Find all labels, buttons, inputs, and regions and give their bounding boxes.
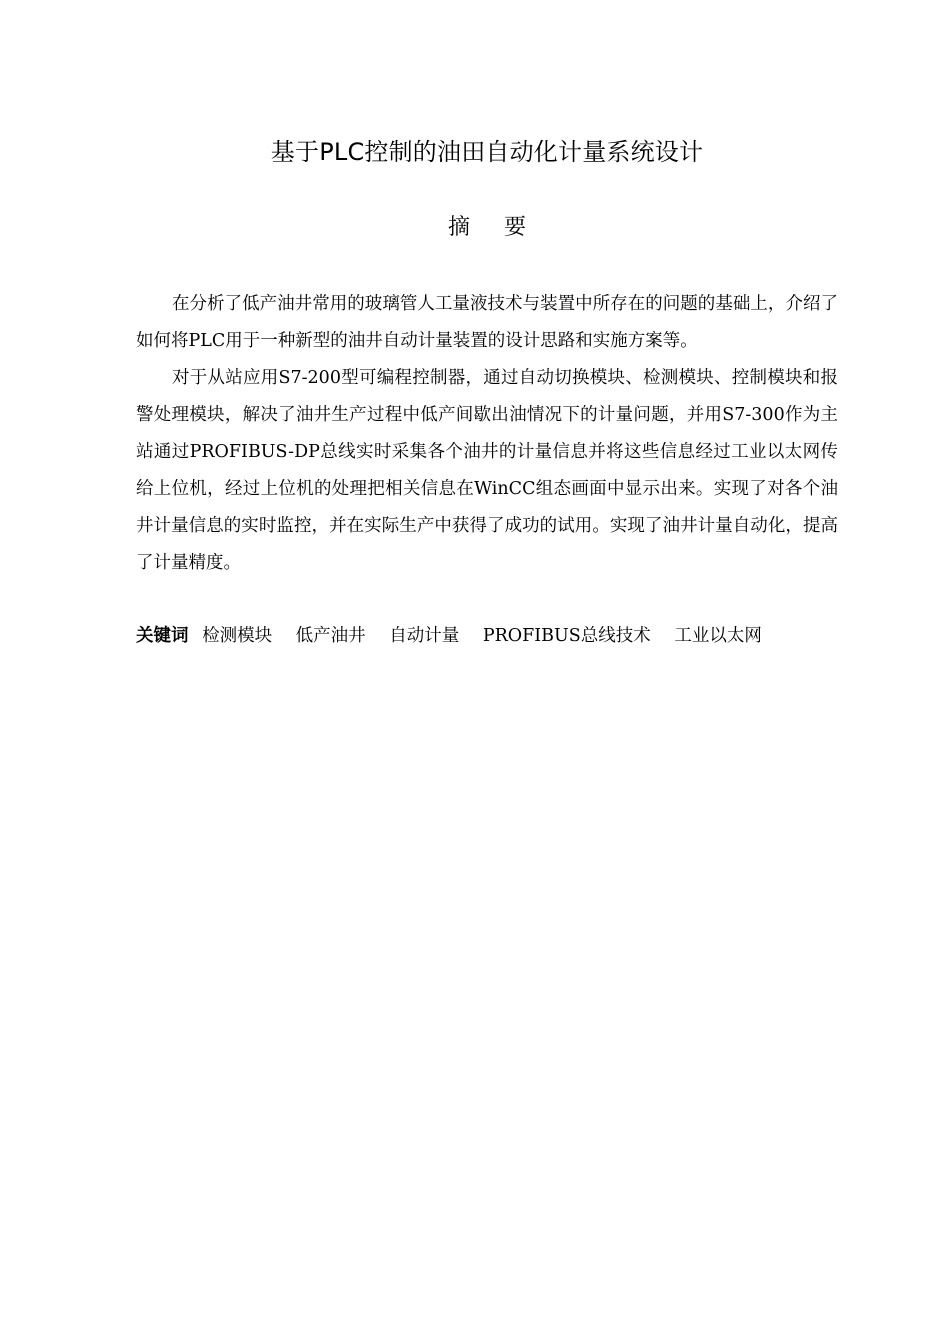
- abstract-body: [136, 286, 838, 582]
- keyword-item: 低产油井: [295, 626, 366, 646]
- keyword-item: PROFIBUS总线技术: [482, 626, 651, 646]
- abstract-heading: 摘要: [447, 215, 560, 240]
- keyword-item: 检测模块: [202, 626, 273, 646]
- keyword-item: 自动计量: [389, 626, 460, 646]
- keywords-label: 关键词: [136, 626, 189, 646]
- abstract-paragraph-1: 在分析了低产油井常用的玻璃管人工量液技术与装置中所存在的问题的基础上，介绍了如何将PLC用于一种新型的油井自动计量装置的设计思路和实施方案等。: [136, 294, 838, 351]
- abstract-paragraph-2: 对于从站应用S7-200型可编程控制器，通过自动切换模块、检测模块、控制模块和报警处理模块，解决了油井生产过程中低产间歇出油情况下的计量问题，并用S7-300作为主站通过PROFIBUS-DP总线实时采集各个油井的计量信息并将这些信息经过工业以太网传给上位机，经过上位机的处理把相关信息在WinCC组态画面中显示出来。实现了对各个油井计量信息的实时监控，并在实际生产中获得了成功的试用。实现了油井计量自动化，提高了计量精度。: [136, 368, 838, 573]
- keywords-line: [136, 618, 838, 654]
- paper-title: 基于PLC控制的油田自动化计量系统设计: [270, 138, 704, 166]
- keyword-item: 工业以太网: [674, 626, 762, 646]
